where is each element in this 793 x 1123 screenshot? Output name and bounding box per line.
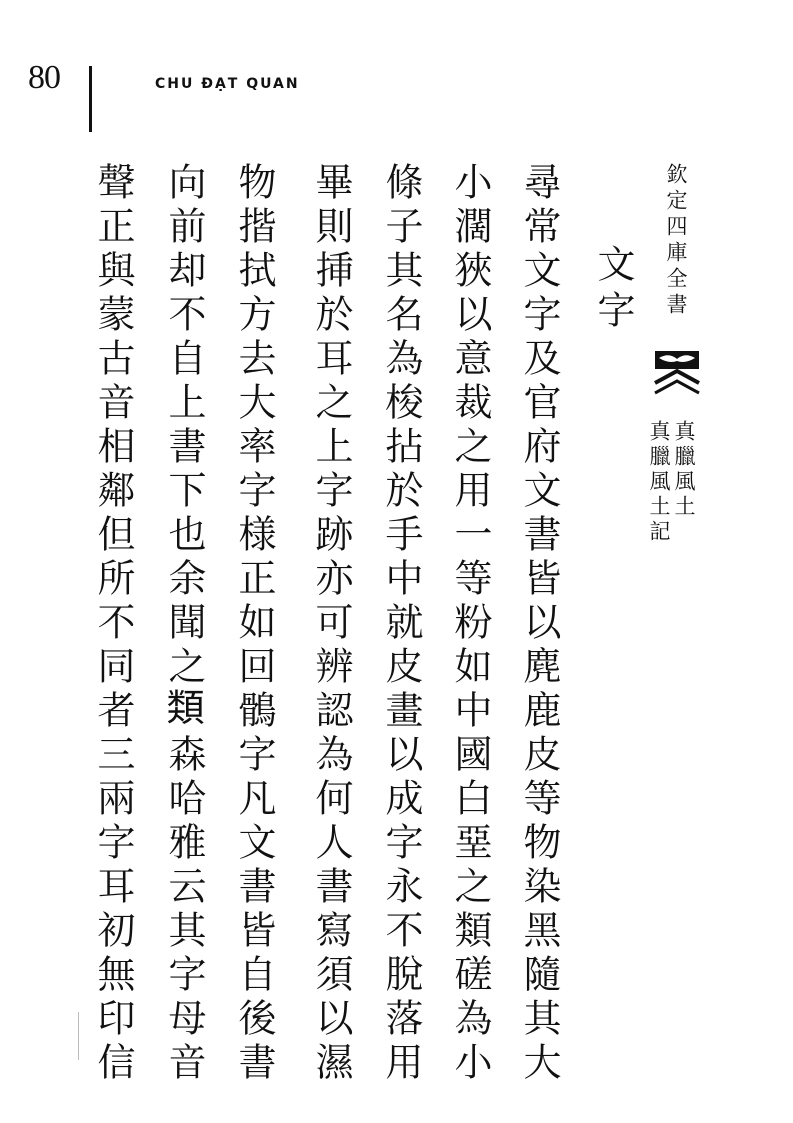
fish-tail-ornament (653, 349, 701, 405)
text-column-4: 畢則挿於耳之上字跡亦可辨認為何人書寫須以濕 (309, 162, 353, 1086)
running-head: CHU ĐẠT QUAN (155, 76, 300, 92)
book-title-inner: 真臘風土 (672, 420, 696, 520)
series-title: 欽定四庫全書 (664, 163, 688, 319)
section-title: 文字 (591, 244, 635, 336)
text-column-5: 物揩拭方去大率字様正如回鶻字凡文書皆自後書 (232, 162, 276, 1086)
text-column-2: 小濶狹以意裁之用一等粉如中國白堊之類磋為小 (448, 162, 492, 1086)
text-column-7: 聲正與蒙古音相鄰但所不同者三兩字耳初無印信 (91, 162, 135, 1086)
header-divider (89, 66, 92, 132)
margin-mark (78, 1012, 79, 1060)
text-column-1: 尋常文字及官府文書皆以麂鹿皮等物染黑隨其大 (517, 162, 561, 1086)
book-title-outer: 真臘風土記 (647, 420, 671, 545)
text-column-3: 條子其名為梭拈於手中就皮畫以成字永不脫落用 (379, 162, 423, 1086)
page-number: 80 (28, 59, 60, 96)
text-column-6: 向前却不自上書下也余聞之𩔖森哈雅云其字母音 (162, 162, 206, 1086)
